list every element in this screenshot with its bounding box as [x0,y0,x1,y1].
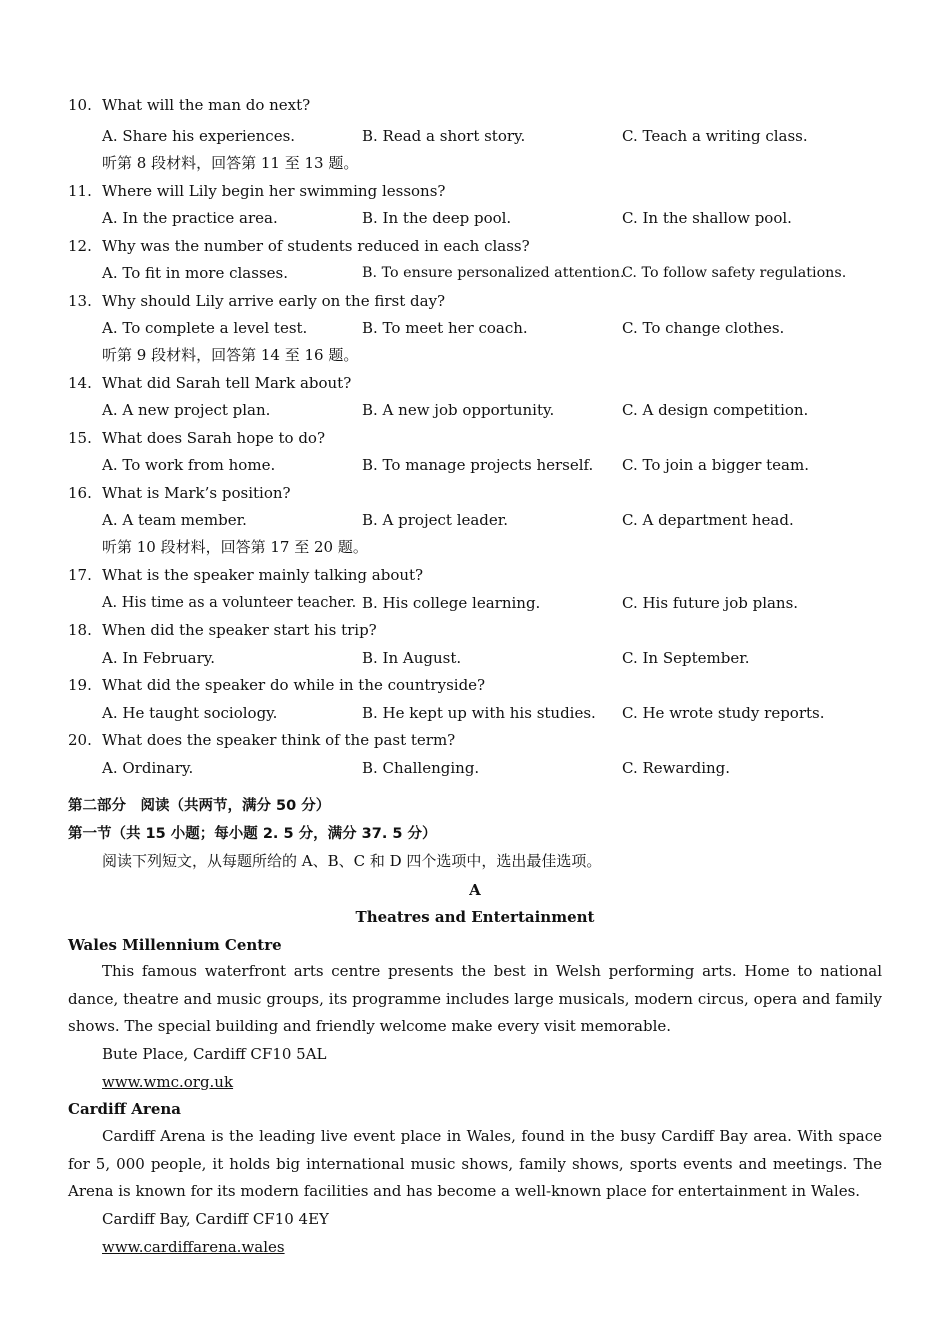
q18-option-a: A. In February. [102,649,215,667]
venue-description: This famous waterfront arts centre presents the best in Welsh performing arts. Home to national dance, theatre and music groups, its programme includes large musicals, modern circus, opera and family shows. The special building and friendly welcome make every visit memorable. [68,962,882,1035]
part-two-heading: 第二部分 阅读（共两节，满分 50 分） [68,798,331,814]
venue-website-link[interactable]: www.cardiffarena.wales [102,1238,285,1256]
q14-option-b: B. A new job opportunity. [362,401,555,419]
q20-option-b: B. Challenging. [362,759,480,777]
question-17: 17. What is the speaker mainly talking about? [68,566,424,584]
q13-option-a: A. To complete a level test. [102,319,308,337]
q15-option-c: C. To join a bigger team. [622,456,809,474]
venue-address: Bute Place, Cardiff CF10 5AL [102,1045,327,1063]
q19-option-c: C. He wrote study reports. [622,704,825,722]
q19-option-b: B. He kept up with his studies. [362,704,596,722]
q19-option-a: A. He taught sociology. [102,704,278,722]
q17-option-b: B. His college learning. [362,594,541,612]
q18-option-c: C. In September. [622,649,750,667]
material-9-instruction: 听第 9 段材料，回答第 14 至 16 题。 [102,346,359,364]
question-13: 13. Why should Lily arrive early on the first day? [68,292,446,310]
q11-option-c: C. In the shallow pool. [622,209,792,227]
q15-option-a: A. To work from home. [102,456,276,474]
venue-name: Wales Millennium Centre [68,936,282,954]
question-19: 19. What did the speaker do while in the countryside? [68,676,486,694]
question-11: 11. Where will Lily begin her swimming lessons? [68,182,446,200]
question-14: 14. What did Sarah tell Mark about? [68,374,352,392]
reading-instruction: 阅读下列短文，从每题所给的 A、B、C 和 D 四个选项中，选出最佳选项。 [102,852,602,870]
material-10-instruction: 听第 10 段材料，回答第 17 至 20 题。 [102,538,368,556]
venue-description: Cardiff Arena is the leading live event place in Wales, found in the busy Cardiff Bay area. With space for 5, 000 people, it holds big international music shows, family shows, sports events and meetings. The Arena is known for its modern facilities and has become a well-known place for entertainment in Wales. [68,1127,882,1200]
q13-option-c: C. To change clothes. [622,319,785,337]
q12-option-c: C. To follow safety regulations. [622,265,847,281]
q16-option-c: C. A department head. [622,511,794,529]
question-16: 16. What is Mark’s position? [68,484,291,502]
q15-option-b: B. To manage projects herself. [362,456,594,474]
question-18: 18. When did the speaker start his trip? [68,621,377,639]
q12-option-b: B. To ensure personalized attention. [362,265,625,281]
material-8-instruction: 听第 8 段材料，回答第 11 至 13 题。 [102,154,359,172]
q14-option-c: C. A design competition. [622,401,809,419]
question-10: 10. What will the man do next? [68,96,311,114]
q12-option-a: A. To fit in more classes. [102,264,288,282]
q17-option-c: C. His future job plans. [622,594,799,612]
q13-option-b: B. To meet her coach. [362,319,528,337]
q14-option-a: A. A new project plan. [102,401,271,419]
q10-option-c: C. Teach a writing class. [622,127,808,145]
q18-option-b: B. In August. [362,649,462,667]
q10-option-a: A. Share his experiences. [102,127,296,145]
q20-option-c: C. Rewarding. [622,759,731,777]
q10-option-b: B. Read a short story. [362,127,526,145]
q16-option-b: B. A project leader. [362,511,509,529]
question-15: 15. What does Sarah hope to do? [68,429,325,447]
q16-option-a: A. A team member. [102,511,247,529]
venue-address: Cardiff Bay, Cardiff CF10 4EY [102,1210,329,1228]
venue-name: Cardiff Arena [68,1100,181,1118]
passage-title: Theatres and Entertainment [355,908,595,926]
question-20: 20. What does the speaker think of the past term? [68,731,456,749]
q17-option-a: A. His time as a volunteer teacher. [102,595,357,611]
q11-option-a: A. In the practice area. [102,209,278,227]
q11-option-b: B. In the deep pool. [362,209,512,227]
venue-website-link[interactable]: www.wmc.org.uk [102,1073,234,1091]
passage-letter: A [469,881,481,899]
question-12: 12. Why was the number of students reduced in each class? [68,237,530,255]
section-one-heading: 第一节（共 15 小题；每小题 2. 5 分，满分 37. 5 分） [68,826,437,842]
q20-option-a: A. Ordinary. [102,759,194,777]
